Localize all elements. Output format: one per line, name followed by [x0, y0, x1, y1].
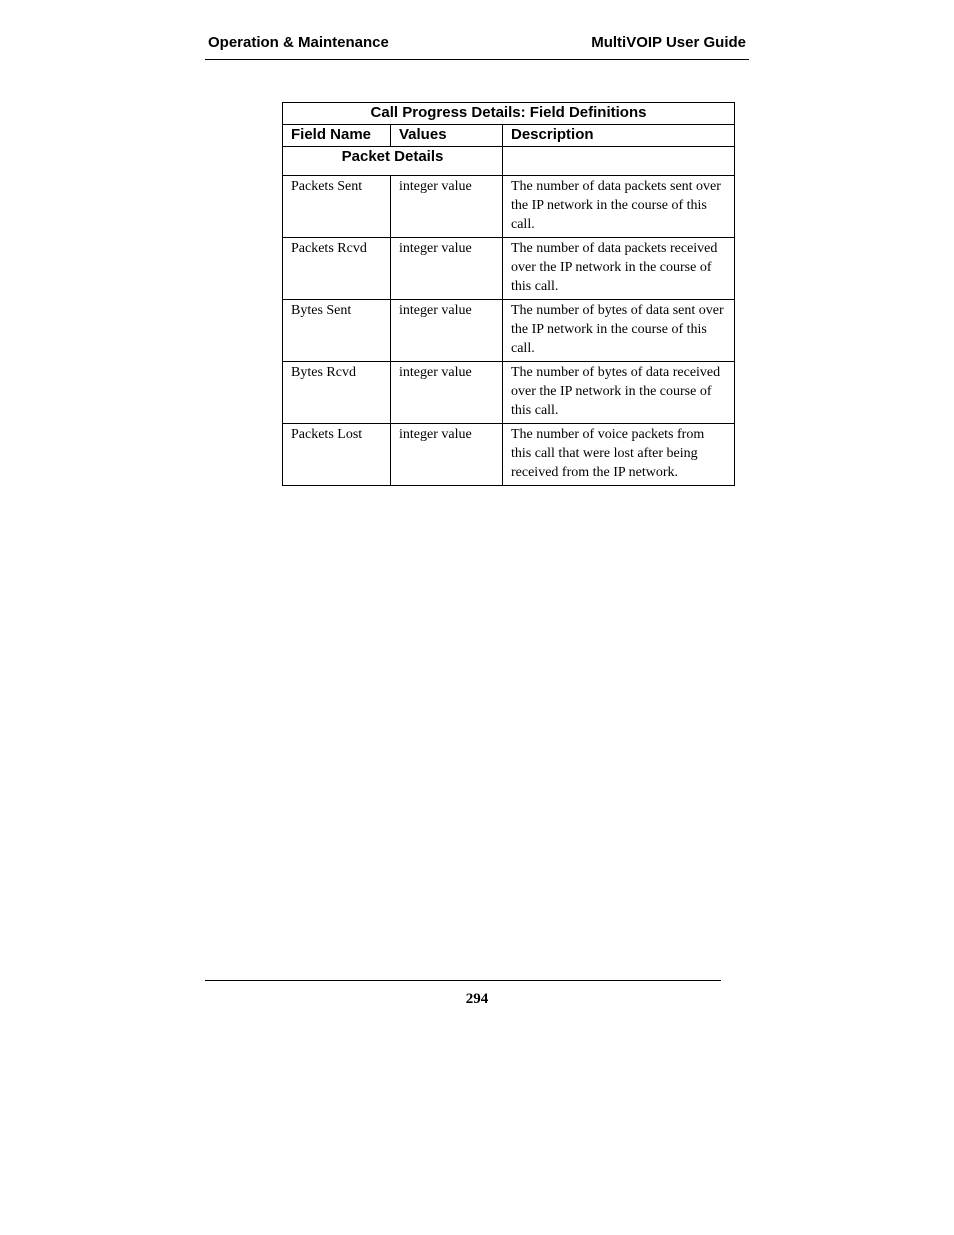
value-cell: integer value: [391, 300, 503, 362]
table-row: [283, 176, 735, 238]
description-cell: The number of data packets sent over the IP network in the course of this call.: [503, 176, 735, 238]
header-guide-title: MultiVOIP User Guide: [591, 34, 746, 51]
table-row: [283, 300, 735, 362]
value-cell: integer value: [391, 362, 503, 424]
section-label: Packet Details: [283, 147, 503, 176]
column-header-values: Values: [391, 125, 503, 147]
description-cell: The number of data packets received over the IP network in the course of this call.: [503, 238, 735, 300]
field-name-cell: Bytes Sent: [283, 300, 391, 362]
page-number: 294: [465, 991, 489, 1007]
value-cell: integer value: [391, 238, 503, 300]
description-cell: The number of bytes of data sent over the IP network in the course of this call.: [503, 300, 735, 362]
column-header-description: Description: [503, 125, 735, 147]
field-name-cell: Packets Lost: [283, 424, 391, 486]
field-definitions-table: [282, 102, 735, 486]
description-cell: The number of voice packets from this call that were lost after being received from the IP network.: [503, 424, 735, 486]
section-empty-cell: [503, 147, 735, 176]
page-header: [205, 32, 749, 60]
description-cell: The number of bytes of data received over the IP network in the course of this call.: [503, 362, 735, 424]
field-name-cell: Packets Rcvd: [283, 238, 391, 300]
value-cell: integer value: [391, 176, 503, 238]
table-row: [283, 362, 735, 424]
field-name-cell: Packets Sent: [283, 176, 391, 238]
header-section-title: Operation & Maintenance: [208, 34, 389, 51]
table-row: [283, 238, 735, 300]
table-row: [283, 424, 735, 486]
table-header-row: [283, 125, 735, 147]
footer-rule: [205, 980, 721, 981]
value-cell: integer value: [391, 424, 503, 486]
column-header-field-name: Field Name: [283, 125, 391, 147]
section-row: [283, 147, 735, 176]
field-name-cell: Bytes Rcvd: [283, 362, 391, 424]
table-caption: Call Progress Details: Field Definitions: [283, 103, 735, 125]
